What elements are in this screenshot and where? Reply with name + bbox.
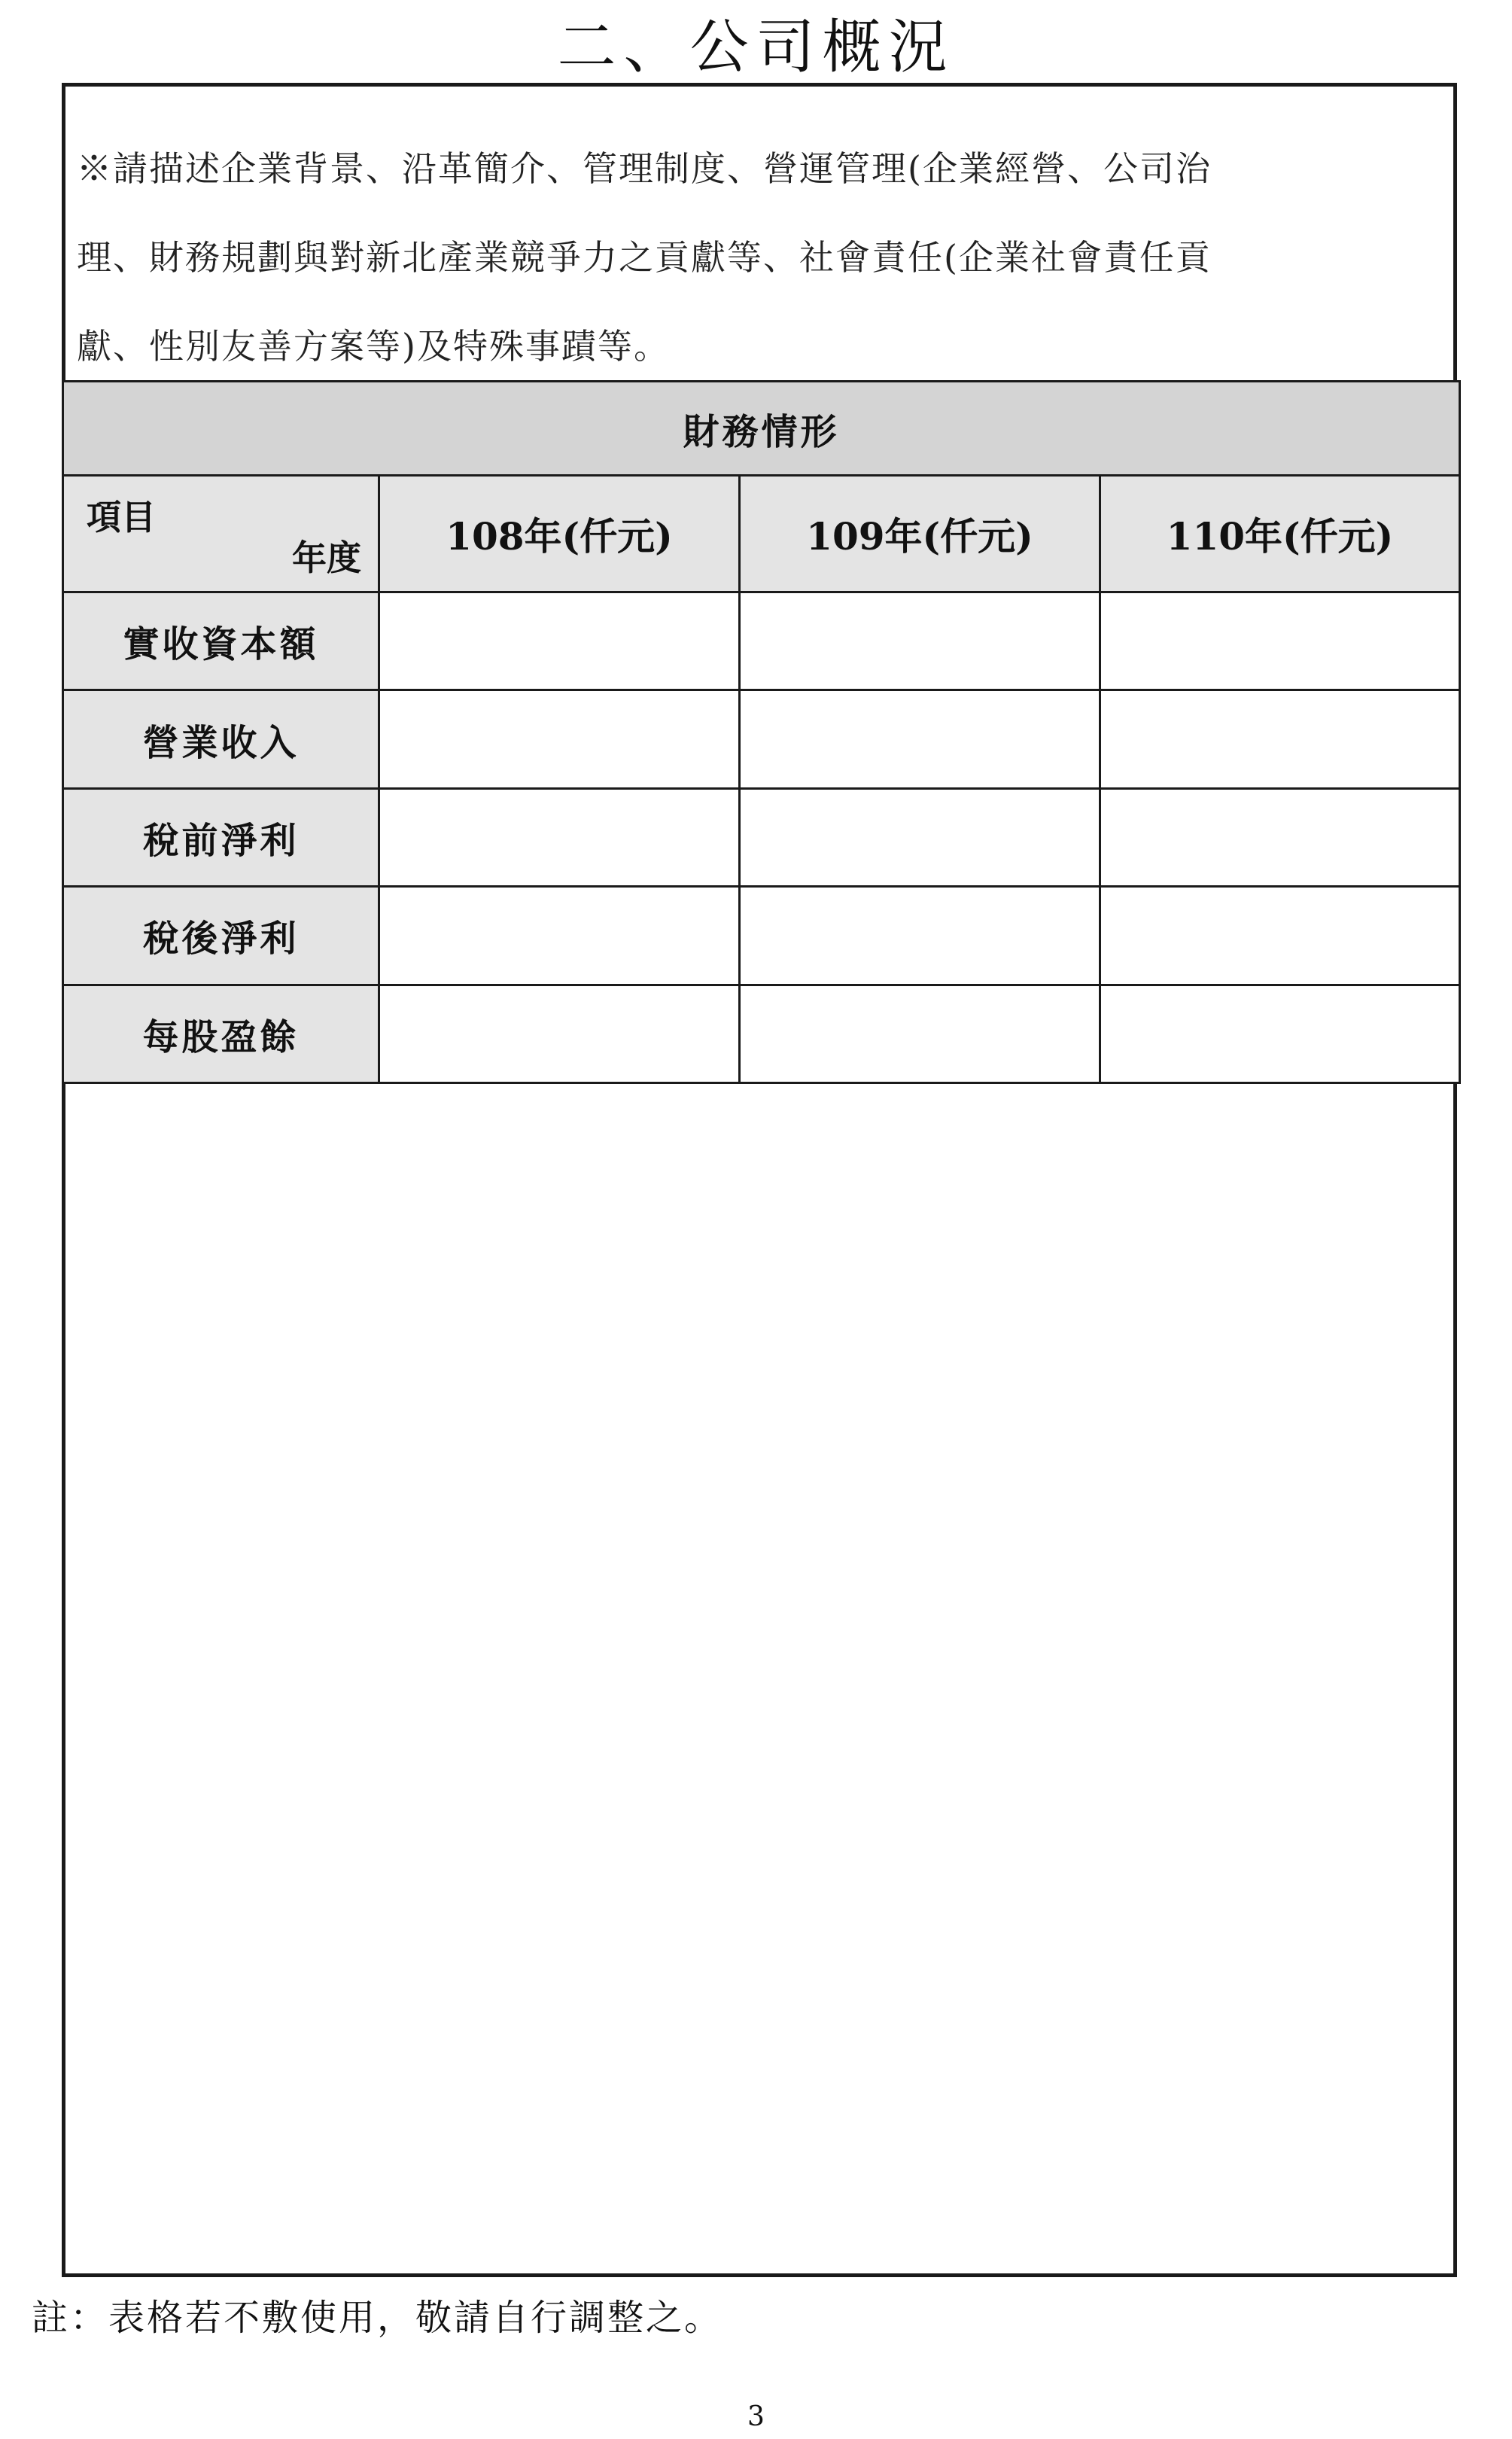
value-cell[interactable] (379, 788, 740, 886)
value-cell[interactable] (1100, 592, 1460, 690)
value-cell[interactable] (379, 690, 740, 788)
table-row (63, 690, 1460, 788)
value-cell[interactable] (740, 592, 1100, 690)
page-number: 3 (747, 2401, 765, 2432)
row-label-revenue: 營業收入 (63, 690, 379, 788)
row-label-pretax-income: 稅前淨利 (63, 788, 379, 886)
value-cell[interactable] (379, 592, 740, 690)
financial-table (62, 380, 1461, 1084)
value-cell[interactable] (740, 690, 1100, 788)
value-cell[interactable] (740, 887, 1100, 985)
corner-item-label: 項目 (87, 497, 156, 537)
table-header-row (63, 382, 1460, 476)
value-cell[interactable] (740, 788, 1100, 886)
page-title: 二、公司概況 (557, 14, 955, 81)
instruction-line-3: 獻、性別友善方案等)及特殊事蹟等。 (77, 326, 670, 367)
value-cell[interactable] (1100, 690, 1460, 788)
value-cell[interactable] (1100, 788, 1460, 886)
value-cell[interactable] (379, 985, 740, 1082)
value-cell[interactable] (379, 887, 740, 985)
value-cell[interactable] (740, 985, 1100, 1082)
year-header-108: 108年(仟元) (379, 476, 740, 592)
row-label-net-income: 稅後淨利 (63, 887, 379, 985)
table-row (63, 592, 1460, 690)
value-cell[interactable] (1100, 887, 1460, 985)
value-cell[interactable] (1100, 985, 1460, 1082)
row-label-eps: 每股盈餘 (63, 985, 379, 1082)
corner-year-label: 年度 (292, 537, 361, 578)
table-header: 財務情形 (63, 382, 1460, 476)
year-header-row (63, 476, 1460, 592)
table-row (63, 788, 1460, 886)
year-header-110: 110年(仟元) (1100, 476, 1460, 592)
table-row (63, 985, 1460, 1082)
instruction-line-2: 理、財務規劃與對新北產業競爭力之貢獻等、社會責任(企業社會責任貢 (77, 237, 1212, 278)
table-row (63, 887, 1460, 985)
row-label-paid-in-capital: 實收資本額 (63, 592, 379, 690)
footnote: 註：表格若不敷使用，敬請自行調整之。 (32, 2297, 723, 2339)
corner-cell (63, 476, 379, 592)
year-header-109: 109年(仟元) (740, 476, 1100, 592)
instruction-line-1: ※請描述企業背景、沿革簡介、管理制度、營運管理(企業經營、公司治 (77, 148, 1212, 189)
